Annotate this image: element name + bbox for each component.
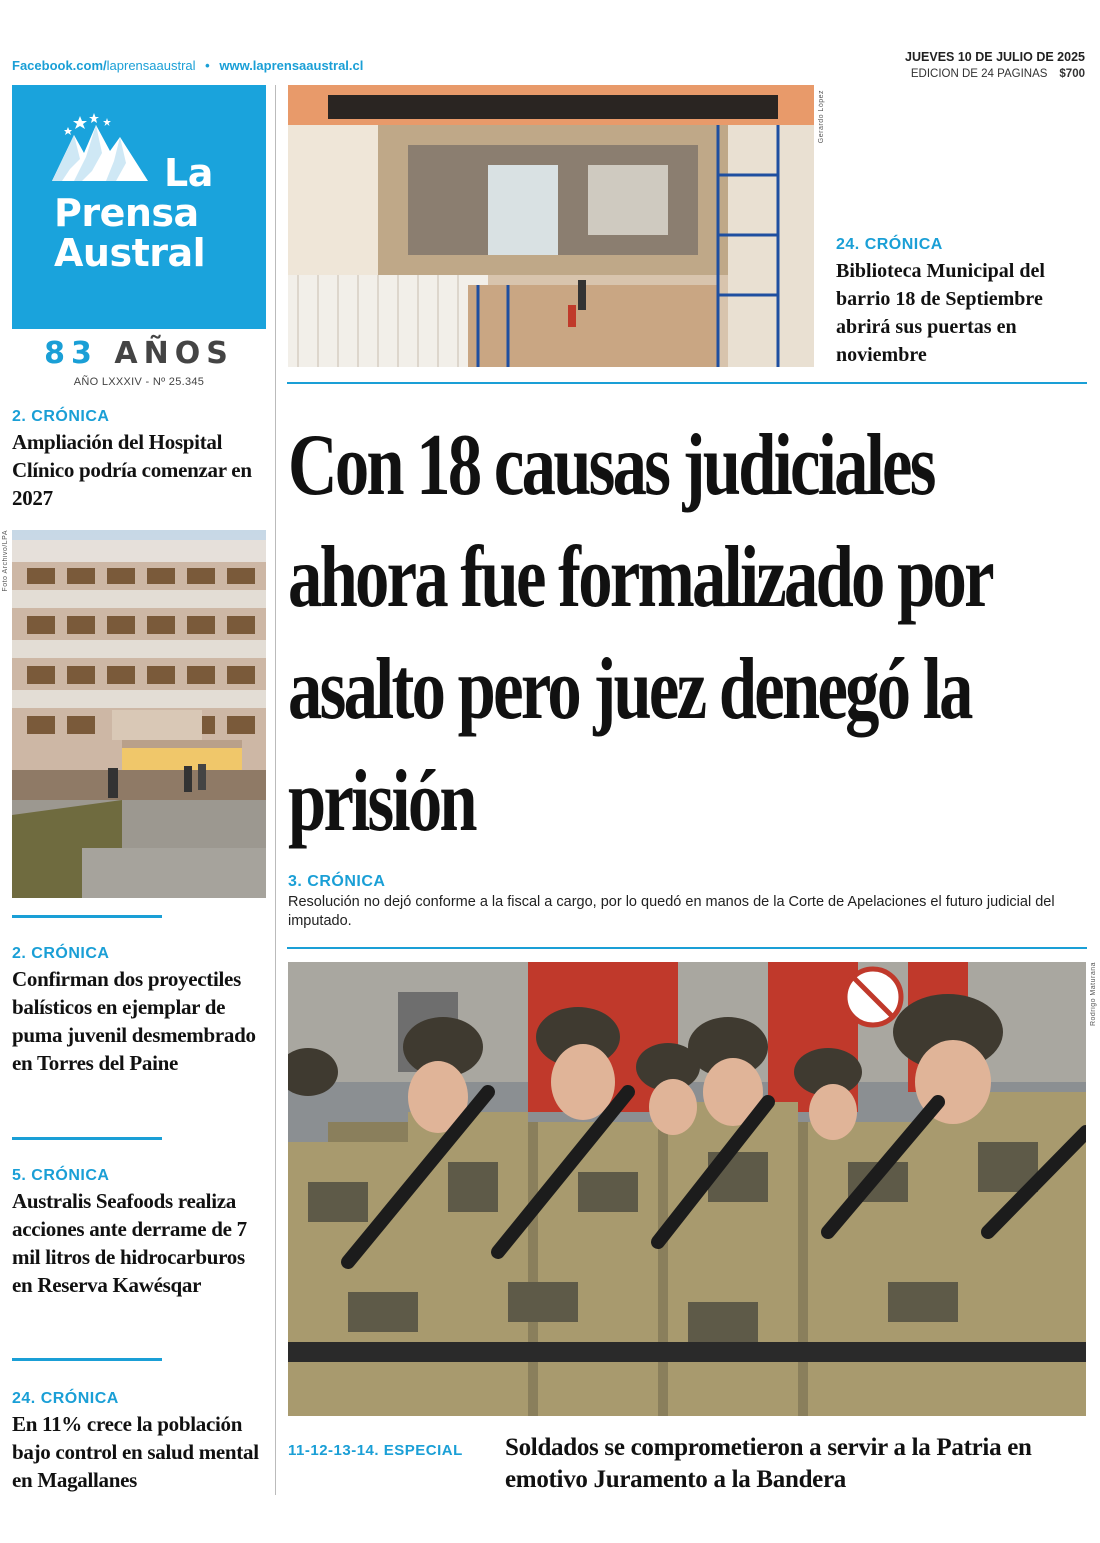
edition-info — [911, 68, 1085, 80]
divider — [12, 1137, 162, 1140]
section-label: 2. CRÓNICA — [12, 408, 110, 425]
story-headline[interactable]: Ampliación del Hospital Clínico podría comenzar en 2027 — [12, 430, 252, 510]
story-puma[interactable] — [12, 945, 268, 1077]
section-label: 2. CRÓNICA — [12, 945, 110, 962]
main-deck: Resolución no dejó conforme a la fiscal a cargo, por lo quedó en manos de la Corte de Apelaciones el futuro judicial del imputado. — [288, 894, 1055, 929]
facebook-link[interactable]: Facebook.com/laprensaaustral — [12, 58, 196, 73]
teaser-headline[interactable]: Biblioteca Municipal del barrio 18 de Septiembre abrirá sus puertas en noviembre — [836, 260, 1045, 366]
story-salud-mental[interactable] — [12, 1390, 268, 1494]
bottom-headline[interactable]: Soldados se comprometieron a servir a la Patria en emotivo Juramento a la Bandera — [505, 1434, 1032, 1493]
wordmark-line2: Prensa — [54, 191, 199, 235]
section-label: 24. CRÓNICA — [12, 1390, 119, 1407]
social-links — [12, 58, 363, 73]
section-label: 5. CRÓNICA — [12, 1167, 110, 1184]
section-label: 3. CRÓNICA — [288, 873, 386, 890]
bullet-separator: • — [205, 58, 210, 73]
story-hospital[interactable] — [12, 408, 268, 512]
masthead-wordmark — [54, 153, 213, 273]
photo-credit-soldiers: Rodrigo Maturana — [1090, 962, 1097, 1027]
anniversary-label — [12, 336, 266, 371]
wordmark-line1: La — [164, 151, 213, 195]
story-headline[interactable]: En 11% crece la población bajo control en salud mental en Magallanes — [12, 1412, 259, 1492]
library-photo[interactable] — [288, 85, 814, 367]
column-divider — [275, 85, 276, 1495]
divider — [12, 915, 162, 918]
wordmark-line3: Austral — [54, 231, 206, 275]
divider — [287, 382, 1087, 384]
main-headline[interactable]: Con 18 causas judiciales ahora fue formalizado por asalto pero juez denegó la prisión — [288, 417, 991, 850]
masthead-logo[interactable] — [12, 85, 266, 329]
story-australis[interactable] — [12, 1167, 268, 1299]
photo-credit-hospital: Foto Archivo/LPA — [2, 530, 9, 592]
issue-date: JUEVES 10 DE JULIO DE 2025 — [905, 50, 1085, 64]
issue-number: AÑO LXXXIV - Nº 25.345 — [73, 376, 205, 388]
price: $700 — [1059, 68, 1085, 80]
section-label: 11-12-13-14. ESPECIAL — [288, 1442, 463, 1459]
website-link[interactable]: www.laprensaaustral.cl — [219, 58, 364, 73]
years-number: 83 — [44, 336, 98, 371]
divider — [12, 1358, 162, 1361]
years-word: AÑOS — [114, 336, 234, 371]
soldiers-photo[interactable] — [288, 962, 1086, 1416]
hospital-photo[interactable] — [12, 530, 266, 898]
divider — [287, 947, 1087, 949]
story-headline[interactable]: Confirman dos proyectiles balísticos en ejemplar de puma juvenil desmembrado en Torres del Paine — [12, 967, 256, 1075]
page-count: EDICION DE 24 PAGINAS — [910, 68, 1048, 80]
section-label: 24. CRÓNICA — [836, 236, 943, 253]
photo-credit-library: Gerardo López — [818, 90, 825, 144]
story-headline[interactable]: Australis Seafoods realiza acciones ante derrame de 7 mil litros de hidrocarburos en Reserva Kawésqar — [12, 1189, 247, 1297]
